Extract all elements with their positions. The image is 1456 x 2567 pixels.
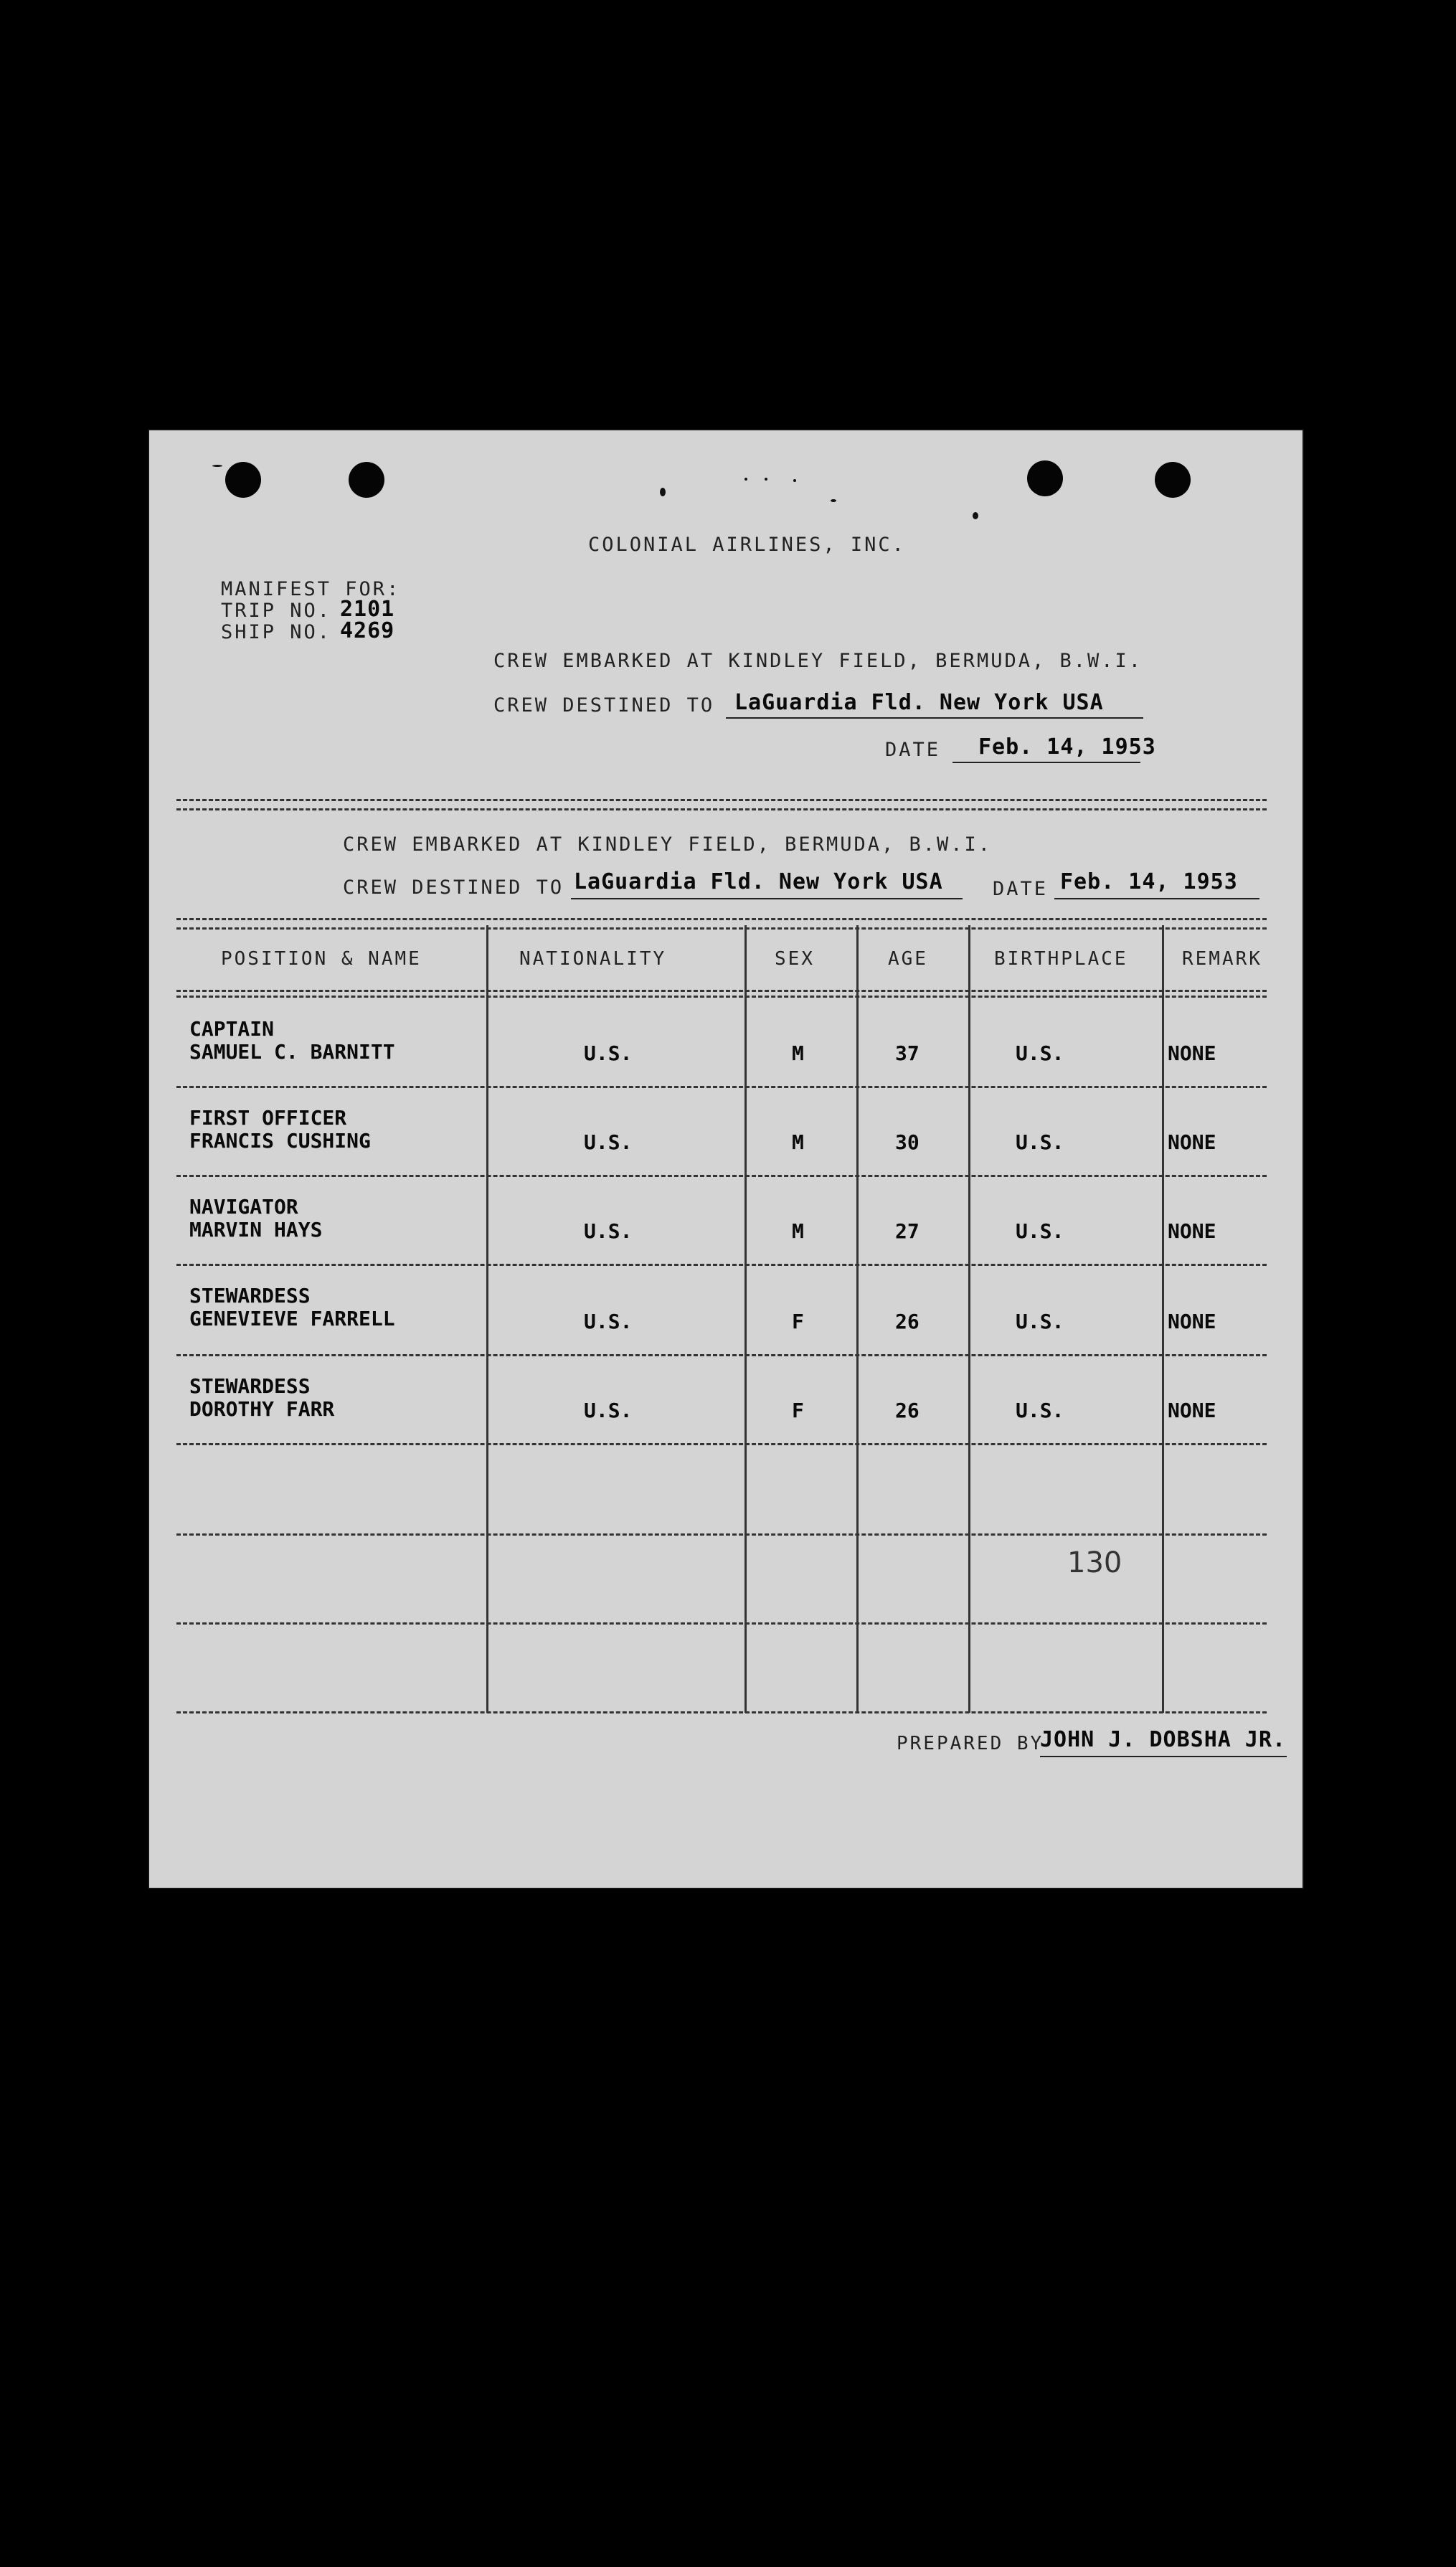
section-embarked-line: CREW EMBARKED AT KINDLEY FIELD, BERMUDA, B.W.I.: [343, 833, 993, 856]
manifest-for-label: MANIFEST FOR:: [221, 578, 401, 600]
prepared-by-label: PREPARED BY: [897, 1733, 1044, 1754]
row-divider: [176, 1264, 1267, 1266]
table-header-rule: [176, 990, 1267, 992]
ink-speck: [831, 499, 836, 502]
punch-hole: [349, 462, 384, 498]
crew-age: 27: [895, 1219, 920, 1243]
column-divider: [486, 925, 488, 1713]
ink-speck: [744, 478, 747, 481]
section-destination-underline: [571, 898, 963, 899]
section-date-label: DATE: [993, 878, 1049, 900]
crew-remarks: NONE: [1168, 1399, 1216, 1422]
crew-nationality: U.S.: [584, 1310, 633, 1333]
column-divider: [744, 925, 747, 1713]
crew-position: FIRST OFFICER: [189, 1106, 347, 1130]
row-divider: [176, 1443, 1267, 1445]
crew-position: CAPTAIN: [189, 1017, 275, 1041]
column-divider: [856, 925, 859, 1713]
row-divider: [176, 1533, 1267, 1536]
trip-number: 2101: [340, 597, 395, 622]
crew-birthplace: U.S.: [1016, 1219, 1064, 1243]
date-value: Feb. 14, 1953: [978, 734, 1156, 760]
section-date-underline: [1054, 898, 1259, 899]
ink-speck: [212, 465, 222, 467]
prepared-by-underline: [1040, 1756, 1287, 1757]
row-divider: [176, 1354, 1267, 1356]
crew-nationality: U.S.: [584, 1130, 633, 1154]
trip-label: TRIP NO.: [221, 600, 332, 622]
section-separator: [176, 799, 1267, 810]
crew-name: FRANCIS CUSHING: [189, 1129, 371, 1153]
destination: LaGuardia Fld. New York USA: [734, 690, 1104, 715]
crew-age: 26: [895, 1399, 920, 1422]
ship-number: 4269: [340, 618, 395, 643]
column-header-age: AGE: [888, 948, 928, 970]
table-bottom-rule: [176, 1711, 1267, 1713]
crew-remarks: NONE: [1168, 1310, 1216, 1333]
crew-name: GENEVIEVE FARRELL: [189, 1307, 395, 1330]
crew-sex: M: [792, 1130, 804, 1154]
crew-position: STEWARDESS: [189, 1284, 311, 1308]
table-top-rule: [176, 918, 1267, 930]
crew-age: 37: [895, 1041, 920, 1065]
crew-age: 26: [895, 1310, 920, 1333]
row-divider: [176, 1622, 1267, 1625]
date-label: DATE: [885, 739, 941, 761]
section-destination: LaGuardia Fld. New York USA: [574, 869, 943, 894]
column-header-nationality: NATIONALITY: [519, 948, 667, 970]
crew-birthplace: U.S.: [1016, 1041, 1064, 1065]
destination-underline: [726, 717, 1143, 719]
crew-position: STEWARDESS: [189, 1374, 311, 1398]
column-header-birthplace: BIRTHPLACE: [994, 948, 1128, 970]
crew-sex: M: [792, 1219, 804, 1243]
column-divider: [968, 925, 970, 1713]
punch-hole: [225, 462, 261, 498]
column-header-remarks: REMARK: [1182, 948, 1262, 970]
row-divider: [176, 1086, 1267, 1088]
crew-remarks: NONE: [1168, 1041, 1216, 1065]
company-name: COLONIAL AIRLINES, INC.: [588, 534, 906, 556]
ship-label: SHIP NO.: [221, 621, 332, 643]
ink-speck: [793, 479, 796, 482]
crew-sex: F: [792, 1310, 804, 1333]
column-header-position: POSITION & NAME: [221, 948, 422, 970]
punch-hole: [1027, 460, 1063, 496]
crew-nationality: U.S.: [584, 1399, 633, 1422]
punch-hole: [1155, 462, 1191, 498]
crew-birthplace: U.S.: [1016, 1310, 1064, 1333]
manifest-page: [149, 430, 1303, 1888]
crew-birthplace: U.S.: [1016, 1399, 1064, 1422]
row-divider: [176, 1175, 1267, 1177]
crew-age: 30: [895, 1130, 920, 1154]
column-divider: [1162, 925, 1164, 1713]
date-underline: [952, 762, 1140, 763]
page-number: 130: [1067, 1546, 1122, 1579]
section-destined-label: CREW DESTINED TO: [343, 876, 564, 899]
ink-speck: [660, 488, 666, 496]
ink-speck: [765, 478, 767, 481]
crew-birthplace: U.S.: [1016, 1130, 1064, 1154]
prepared-by-name: JOHN J. DOBSHA JR.: [1040, 1727, 1287, 1752]
crew-name: DOROTHY FARR: [189, 1397, 335, 1421]
destined-label: CREW DESTINED TO: [493, 694, 715, 717]
crew-nationality: U.S.: [584, 1219, 633, 1243]
crew-remarks: NONE: [1168, 1219, 1216, 1243]
crew-remarks: NONE: [1168, 1130, 1216, 1154]
crew-name: SAMUEL C. BARNITT: [189, 1040, 395, 1064]
crew-sex: M: [792, 1041, 804, 1065]
column-header-sex: SEX: [775, 948, 815, 970]
ink-speck: [973, 512, 978, 519]
row-divider: [176, 996, 1267, 998]
crew-sex: F: [792, 1399, 804, 1422]
embarked-line: CREW EMBARKED AT KINDLEY FIELD, BERMUDA, B.W.I.: [493, 650, 1143, 672]
section-date-value: Feb. 14, 1953: [1060, 869, 1238, 894]
crew-name: MARVIN HAYS: [189, 1218, 323, 1242]
crew-position: NAVIGATOR: [189, 1195, 298, 1219]
crew-nationality: U.S.: [584, 1041, 633, 1065]
